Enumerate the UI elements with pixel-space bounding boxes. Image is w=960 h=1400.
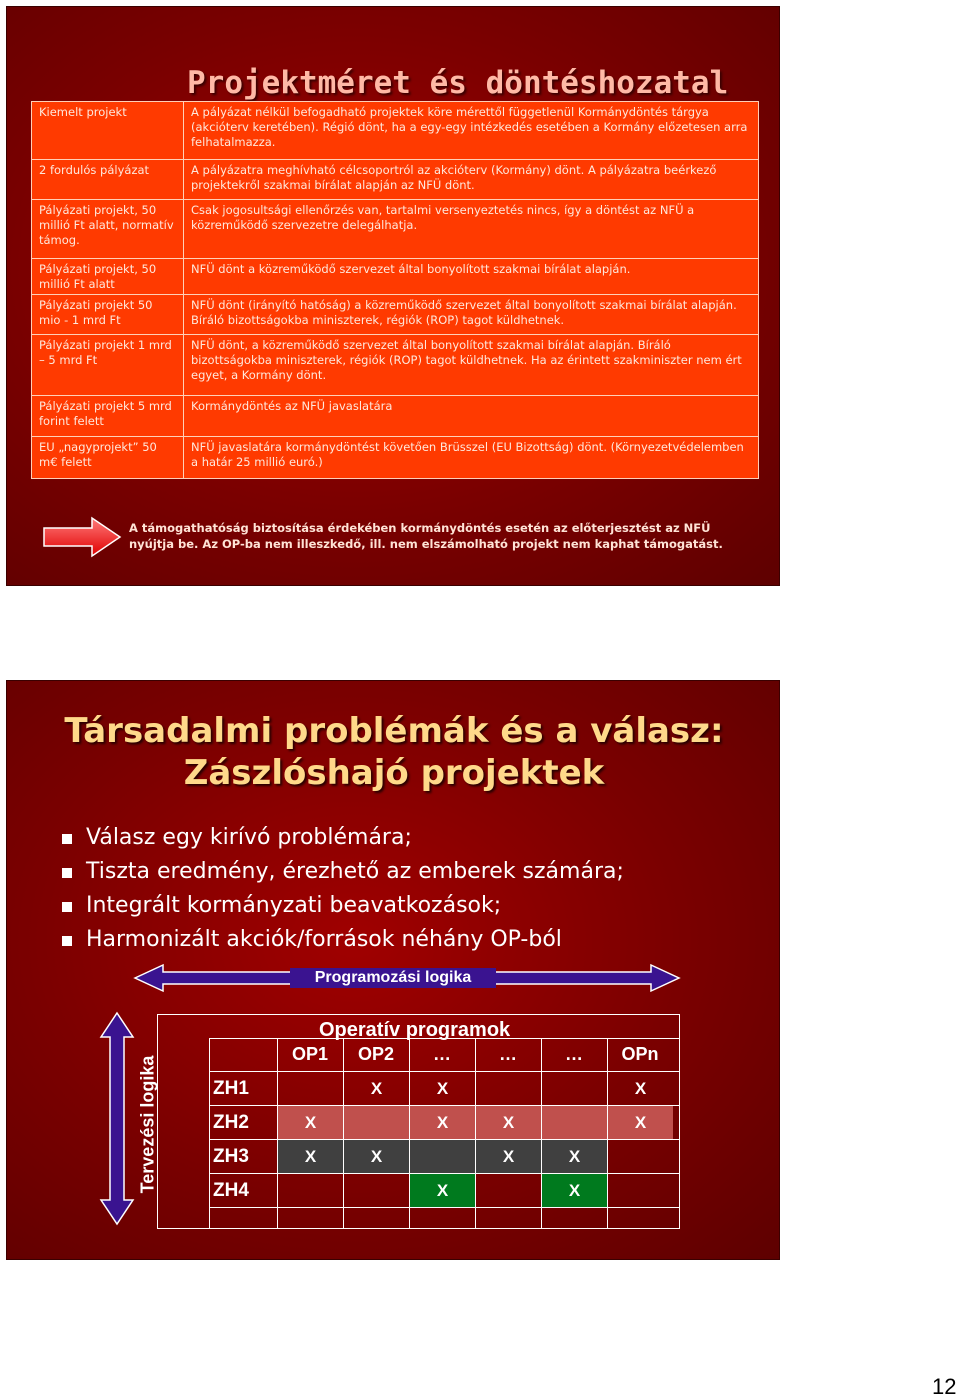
matrix-cell: X — [410, 1174, 475, 1207]
page-number: 12 — [932, 1374, 957, 1399]
matrix-cell: X — [634, 1079, 647, 1098]
matrix-cell — [476, 1072, 541, 1105]
decision-description: A pályázatra meghívható célcsoportról az akcióterv (Kormány) dönt. A pályázatra beérkező projektekről szakmai bírálat alapján az NFÜ dönt. — [184, 159, 759, 199]
matrix-row-label: ZH4 — [213, 1180, 249, 1201]
matrix-row-label: ZH1 — [213, 1078, 249, 1099]
bullet-item: Integrált kormányzati beavatkozások; — [62, 889, 624, 923]
grid-line — [209, 1038, 210, 1229]
matrix-cell: X — [476, 1140, 541, 1173]
op-matrix — [157, 1014, 680, 1229]
matrix-cell — [608, 1140, 673, 1173]
decision-row — [32, 436, 759, 479]
project-type-label: Pályázati projekt 5 mrd forint felett — [32, 396, 184, 436]
matrix-cell — [344, 1106, 409, 1139]
matrix-column-header: … — [499, 1044, 517, 1064]
matrix-cell — [410, 1140, 475, 1173]
matrix-row-label: ZH3 — [213, 1146, 249, 1167]
slide-flagship-projects — [6, 680, 780, 1260]
project-type-label: Kiemelt projekt — [32, 102, 184, 160]
bullet-square-icon — [62, 902, 72, 912]
grid-line — [157, 1014, 680, 1015]
matrix-cell — [476, 1174, 541, 1207]
double-vertical-arrow-icon — [97, 1011, 137, 1226]
project-type-label: Pályázati projekt 50 mio - 1 mrd Ft — [32, 295, 184, 335]
matrix-column-header: … — [433, 1044, 451, 1064]
decision-row — [32, 335, 759, 396]
decision-description: NFÜ dönt a közreműködő szervezet által bonyolított szakmai bírálat alapján. — [184, 258, 759, 294]
matrix-cell — [344, 1174, 409, 1207]
matrix-cell: X — [344, 1140, 409, 1173]
project-type-label: Pályázati projekt 1 mrd – 5 mrd Ft — [32, 335, 184, 396]
grid-line — [209, 1207, 680, 1208]
grid-line — [157, 1228, 680, 1229]
slide-decision-making — [6, 6, 780, 586]
matrix-cell — [278, 1072, 343, 1105]
decision-row — [32, 295, 759, 335]
slide2-title-line1: Társadalmi problémák és a válasz: — [64, 711, 724, 751]
grid-line — [157, 1014, 158, 1229]
slide1-title: Projektméret és döntéshozatal — [187, 65, 729, 101]
matrix-cell: X — [410, 1106, 475, 1139]
bullet-list — [62, 821, 624, 957]
matrix-cell: X — [476, 1106, 541, 1139]
project-type-label: Pályázati projekt, 50 millió Ft alatt, normatív támog. — [32, 200, 184, 259]
matrix-column-header: OP2 — [357, 1044, 395, 1064]
matrix-cell: X — [278, 1106, 343, 1139]
decision-description: Kormánydöntés az NFÜ javaslatára — [184, 396, 759, 436]
bullet-item: Harmonizált akciók/források néhány OP-ból — [62, 923, 624, 957]
matrix-cell: X — [542, 1140, 607, 1173]
matrix-cell: X — [542, 1174, 607, 1207]
matrix-cell: X — [278, 1140, 343, 1173]
matrix-column-header: OPn — [621, 1044, 659, 1064]
decision-description: NFÜ javaslatára kormánydöntést követően Brüsszel (EU Bizottság) dönt. (Környezetvédelemben a határ 25 millió euró.) — [184, 436, 759, 479]
matrix-cell: X — [436, 1079, 449, 1098]
decision-row — [32, 258, 759, 294]
matrix-cell: X — [608, 1106, 673, 1139]
decision-table — [31, 101, 759, 479]
bullet-square-icon — [62, 834, 72, 844]
matrix-cell — [608, 1174, 673, 1207]
matrix-cell — [542, 1072, 607, 1105]
matrix-row-label: ZH2 — [213, 1112, 249, 1133]
planning-logic-label: Tervezési logika — [137, 1055, 158, 1194]
operative-programs-title: Operatív programok — [319, 1019, 511, 1041]
matrix-column-header: OP1 — [291, 1044, 329, 1064]
decision-row — [32, 200, 759, 259]
slide1-footnote: A támogathatóság biztosítása érdekében kormánydöntés esetén az előterjesztést az NFÜ nyújtja be. Az OP-ba nem illeszkedő, ill. nem elszámolható projekt nem kaphat támogatást. — [129, 521, 723, 551]
project-type-label: Pályázati projekt, 50 millió Ft alatt — [32, 258, 184, 294]
project-type-label: 2 fordulós pályázat — [32, 159, 184, 199]
matrix-cell — [542, 1106, 607, 1139]
bullet-item: Válasz egy kirívó problémára; — [62, 821, 624, 855]
decision-description: Csak jogosultsági ellenőrzés van, tartalmi versenyeztetés nincs, így a döntést az NFÜ a közreműködő szervezetre delegálhatja. — [184, 200, 759, 259]
decision-description: NFÜ dönt, a közreműködő szervezet által bonyolított szakmai bírálat alapján. Bíráló bizottságokba miniszterek, régiók (ROP) tagot küldhetnek. Ha az érintett szakminiszter nem ért egyet, a Kormány dönt. — [184, 335, 759, 396]
matrix-cell: X — [370, 1079, 383, 1098]
matrix-column-header: … — [565, 1044, 583, 1064]
grid-line — [679, 1014, 680, 1229]
decision-row — [32, 396, 759, 436]
right-arrow-icon — [42, 516, 122, 558]
bullet-square-icon — [62, 936, 72, 946]
slide2-title-line2: Zászlóshajó projektek — [183, 753, 605, 793]
decision-description: NFÜ dönt (irányító hatóság) a közreműködő szervezet által bonyolított szakmai bírálat alapján. Bíráló bizottságokba miniszterek, régiók (ROP) tagot küldhetnek. — [184, 295, 759, 335]
decision-row — [32, 102, 759, 160]
matrix-cell — [278, 1174, 343, 1207]
decision-row — [32, 159, 759, 199]
bullet-square-icon — [62, 868, 72, 878]
decision-description: A pályázat nélkül befogadható projektek köre mérettől függetlenül Kormánydöntés tárgya (akcióterv keretében). Régió dönt, ha a egy-egy intézkedés esetében a Kormány előzetesen arra felhatalmazza. — [184, 102, 759, 160]
programming-logic-label: Programozási logika — [290, 968, 496, 988]
bullet-item: Tiszta eredmény, érezhető az emberek számára; — [62, 855, 624, 889]
project-type-label: EU „nagyprojekt” 50 m€ felett — [32, 436, 184, 479]
